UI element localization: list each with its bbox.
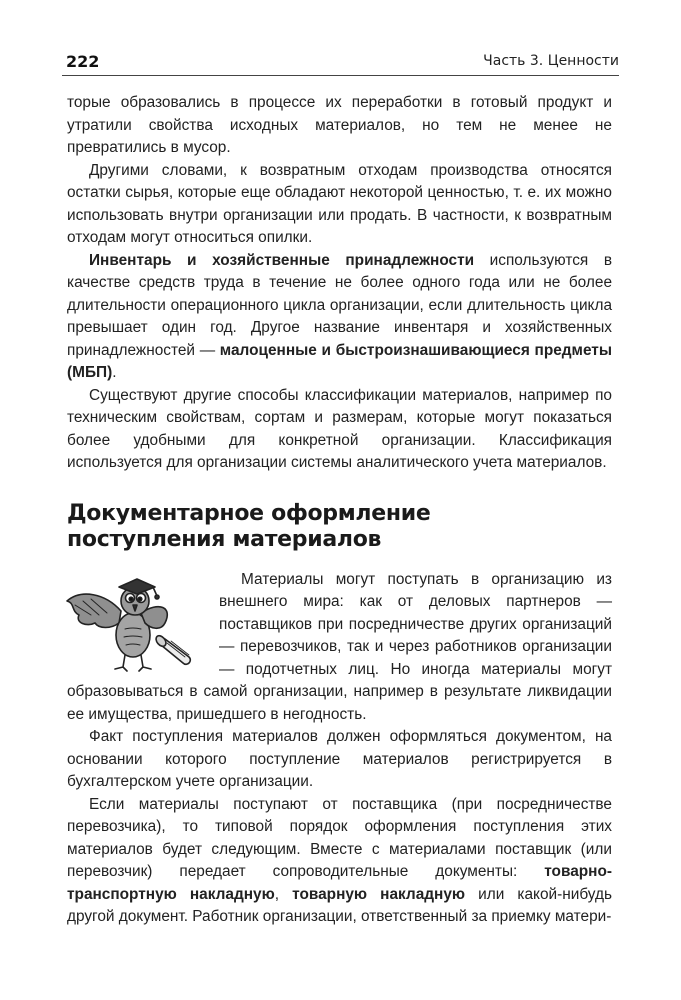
page-number: 222 (66, 52, 100, 71)
paragraph-supplier-text: Если материалы поступают от поставщика (при посредничестве перевозчика), то типовой порядок оформления поступления этих материалов будет следующим. Вместе с материалами поставщик (или перевозчик) передает сопроводительные документы: (67, 795, 612, 880)
running-header (62, 52, 619, 74)
section-heading-line2: поступления материалов (67, 526, 382, 552)
paragraph-document-required: Факт поступления материалов должен оформляться документом, на основании которого поступление материалов регистрируется в бухгалтерском учете организации. (67, 728, 612, 790)
paragraph-inventory-text: используются в качестве средств труда в течение не более одного года или не более длительности операционного цикла организации, если длительность цикла превышает один год. Другое название инвентаря и хозяйственных принадлежностей — (67, 251, 613, 359)
body-text (67, 92, 612, 929)
term-waybill-transport: товарно-транспортную накладную (67, 863, 612, 903)
paragraph-supplier-sep: , (274, 885, 293, 903)
section-heading-line1: Документарное оформление (67, 500, 431, 526)
term-inventory: Инвентарь и хозяйственные принадлежности (89, 251, 475, 269)
term-mbp: малоценные и быстроизнашивающиеся предметы (МБП) (67, 341, 612, 381)
paragraph-classification: Существуют другие способы классификации материалов, например по техническим свойствам, сортам и размерам, которые могут показаться более удобными для конкретной организации. Классификация используется для организации системы аналитического учета материалов. (67, 386, 612, 471)
section-heading (67, 501, 612, 553)
paragraph-recyclable-waste: Другими словами, к возвратным отходам производства относятся остатки сырья, которые еще обладают некоторой ценностью, т. е. их можно использовать внутри организации или продать. В частности, к возвратным отходам могут относиться опилки. (67, 161, 612, 246)
paragraph-supplier-end: или какой-нибудь другой документ. Работник организации, ответственный за приемку матери- (67, 885, 612, 925)
running-title: Часть 3. Ценности (483, 53, 619, 69)
paragraph-inventory-end: . (112, 364, 117, 381)
header-rule (62, 75, 619, 76)
term-waybill: товарную накладную (292, 885, 466, 903)
paragraph-continued: торые образовались в процессе их переработки в готовый продукт и утратили свойства исходных материалов, но тем не менее не превратились в мусор. (67, 94, 612, 156)
owl-icon (61, 569, 211, 679)
paragraph-receipt-sources: Материалы могут поступать в организацию из внешнего мира: как от деловых партнеров — поставщиков при посредничестве других организаций — перевозчиков, так и через работников организации — подотчетных лиц. Но иногда материалы могут образовываться в самой организации, например в результате ликвидации ее имущества, пришедшего в негодность. (67, 570, 612, 723)
paragraph-inventory (67, 250, 612, 385)
paragraph-supplier-procedure (67, 794, 612, 929)
